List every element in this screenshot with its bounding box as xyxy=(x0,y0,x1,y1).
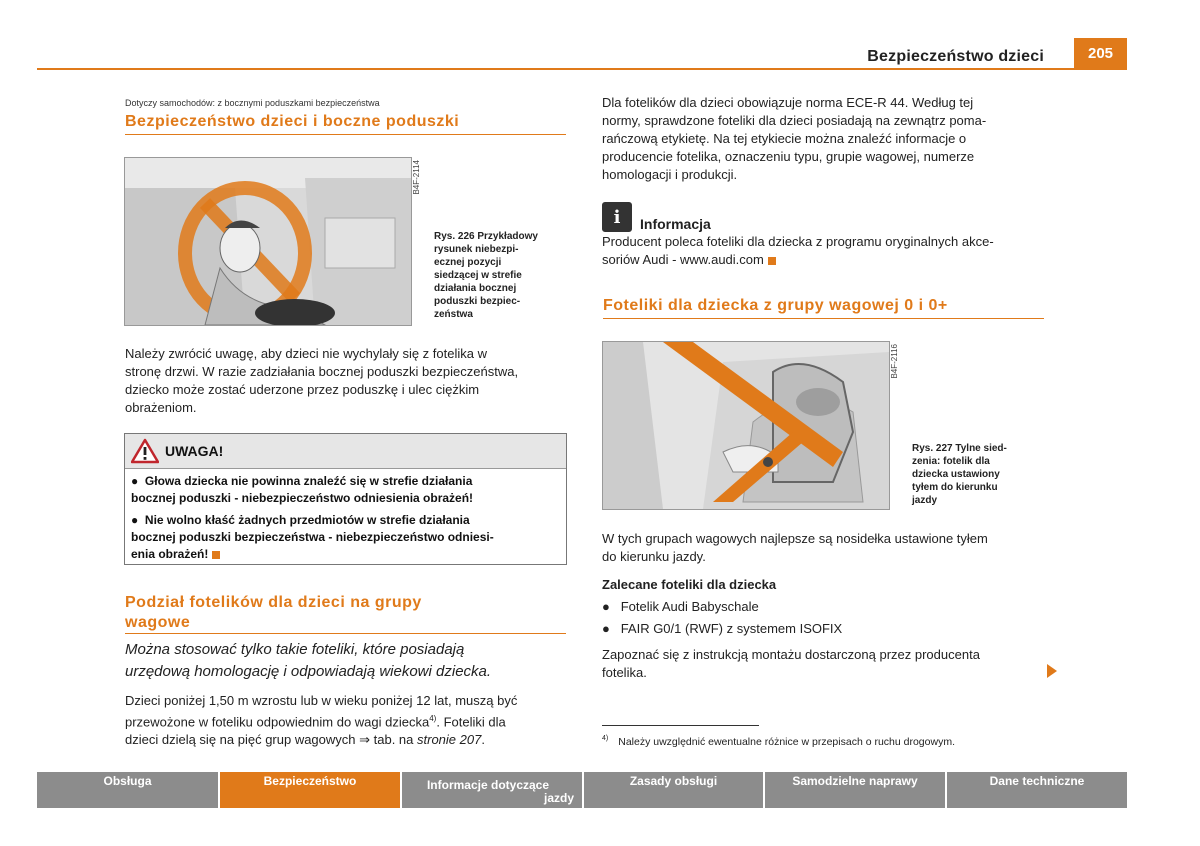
list-item xyxy=(602,596,842,618)
figure-child-near-airbag xyxy=(124,157,412,326)
warning-triangle-icon xyxy=(131,438,159,464)
caption-line: zeństwa xyxy=(434,309,473,320)
section-title-group-0: Foteliki dla dziecka z grupy wagowej 0 i 0+ xyxy=(603,297,948,314)
paragraph-installation xyxy=(602,646,1052,682)
list-item-text: Fotelik Audi Babyschale xyxy=(620,599,759,614)
text-line: fotelika. xyxy=(602,665,647,680)
caption-line: działania bocznej xyxy=(434,283,517,294)
caption-line: ecznej pozycji xyxy=(434,257,502,268)
section-title-weight-groups xyxy=(125,593,422,633)
caption-line: poduszki bezpiec- xyxy=(434,296,521,307)
text-line: Producent poleca foteliki dla dziecka z programu oryginalnych akce- xyxy=(602,234,994,249)
recommended-title: Zalecane foteliki dla dziecka xyxy=(602,577,777,592)
info-icon: i xyxy=(602,202,632,232)
figure-caption xyxy=(434,230,538,321)
figure-code: B4F-2116 xyxy=(890,344,899,379)
section-title-side-airbags: Bezpieczeństwo dzieci i boczne poduszki xyxy=(125,113,460,130)
warning-text: bocznej poduszki bezpieczeństwa - niebezpieczeństwo odniesi- xyxy=(131,530,494,544)
nav-tab-bezpieczenstwo[interactable]: Bezpieczeństwo xyxy=(220,772,400,808)
info-header xyxy=(602,202,711,232)
figure-caption xyxy=(912,442,1007,507)
lead-line: Można stosować tylko takie foteliki, które posiadają xyxy=(125,641,465,658)
text-line: dziecko może zostać uderzone przez poduszkę i ulec ciężkim xyxy=(125,382,480,397)
caption-line: siedzącej w strefie xyxy=(434,270,522,281)
footnote-text: Należy uwzględnić ewentualne różnice w przepisach o ruchu drogowym. xyxy=(618,735,955,748)
applies-note: Dotyczy samochodów: z bocznymi poduszkami bezpieczeństwa xyxy=(125,98,380,108)
warning-item xyxy=(125,512,566,563)
caption-line: rysunek niebezpi- xyxy=(434,244,519,255)
footnote xyxy=(602,735,955,748)
continue-arrow-icon[interactable] xyxy=(1047,664,1057,678)
warning-text: bocznej poduszki - niebezpieczeństwo odniesienia obrażeń! xyxy=(131,491,474,505)
text-line: Należy zwrócić uwagę, aby dzieci nie wychylały się z fotelika w xyxy=(125,346,487,361)
bullet-icon: ● xyxy=(131,474,145,488)
text-line: homologacji i produkcji. xyxy=(602,167,738,182)
paragraph-lean-warning xyxy=(125,345,570,417)
recommended-list xyxy=(602,596,842,640)
figure-illustration xyxy=(125,158,411,325)
text-line: Dzieci poniżej 1,50 m wzrostu lub w wieku poniżej 12 lat, muszą być xyxy=(125,693,518,708)
warning-text: Głowa dziecka nie powinna znaleźć się w strefie działania xyxy=(144,474,473,488)
text-line: producencie fotelika, oznaczeniu typu, grupie wagowej, numerze xyxy=(602,149,975,164)
warning-title: UWAGA! xyxy=(165,443,224,459)
section-rule xyxy=(125,134,566,135)
caption-line: Rys. 227 Tylne sied- xyxy=(912,443,1007,454)
nav-tab-naprawy[interactable]: Samodzielne naprawy xyxy=(765,772,945,808)
title-line: Podział fotelików dla dzieci na grupy xyxy=(125,594,422,611)
caption-line: dziecka ustawiony xyxy=(912,469,1000,480)
bullet-icon: ● xyxy=(602,599,621,614)
text-line: W tych grupach wagowych najlepsze są nosidełka ustawione tyłem xyxy=(602,531,988,546)
figure-illustration xyxy=(603,342,889,509)
bullet-icon: ● xyxy=(131,513,145,527)
figure-code: B4F-2114 xyxy=(412,160,421,195)
lead-text xyxy=(125,639,491,683)
paragraph-ece-norm xyxy=(602,94,1052,184)
nav-tab-label: Informacje dotyczące xyxy=(426,777,550,792)
caption-line: jazdy xyxy=(912,495,938,506)
page-reference-link[interactable]: stronie 207 xyxy=(417,732,482,748)
title-line: wagowe xyxy=(125,614,191,631)
paragraph-rear-facing xyxy=(602,530,1052,566)
lead-line: urzędową homologację i odpowiadają wiekowi dziecka. xyxy=(125,663,492,680)
footnote-mark: 4) xyxy=(602,735,609,742)
paragraph-weight-groups xyxy=(125,692,575,749)
end-marker-icon xyxy=(768,257,776,265)
warning-text: Nie wolno kłaść żadnych przedmiotów w strefie działania xyxy=(144,513,470,527)
info-text xyxy=(602,233,1052,269)
end-marker-icon xyxy=(212,551,220,559)
figure-rear-facing-seat xyxy=(602,341,890,510)
text-line: normy, sprawdzone foteliki dla dzieci posiadają na zewnątrz poma- xyxy=(602,113,987,128)
text-line: soriów Audi - www.audi.com xyxy=(602,252,764,267)
text-line: . Foteliki dla xyxy=(436,714,506,730)
caption-line: zenia: fotelik dla xyxy=(912,456,990,467)
warning-header xyxy=(125,434,566,469)
section-rule xyxy=(125,633,566,634)
section-rule xyxy=(603,318,1044,319)
footnote-rule xyxy=(602,725,759,726)
caption-line: Rys. 226 Przykładowy xyxy=(434,231,538,242)
page-number: 205 xyxy=(1074,38,1127,69)
text-line: dzieci dzielą się na pięć grup wagowych ⇒ tab. na xyxy=(125,732,417,748)
text-line: . xyxy=(481,732,485,748)
list-item xyxy=(602,618,842,640)
text-line: stronę drzwi. W razie zadziałania bocznej poduszki bezpieczeństwa, xyxy=(125,364,519,379)
warning-text: enia obrażeń! xyxy=(131,547,209,561)
warning-item xyxy=(125,473,566,507)
text-line: do kierunku jazdy. xyxy=(602,549,706,564)
text-line: przewożone w foteliku odpowiednim do wagi dziecka xyxy=(125,714,430,730)
text-line: Dla fotelików dla dzieci obowiązuje norma ECE-R 44. Według tej xyxy=(602,95,974,110)
bullet-icon: ● xyxy=(602,621,621,636)
list-item-text: FAIR G0/1 (RWF) z systemem ISOFIX xyxy=(620,621,843,636)
text-line: obrażeniom. xyxy=(125,400,197,415)
text-line: Zapoznać się z instrukcją montażu dostarczoną przez producenta xyxy=(602,647,980,662)
info-title: Informacja xyxy=(640,216,711,232)
nav-tab-dane[interactable]: Dane techniczne xyxy=(947,772,1127,808)
warning-box xyxy=(124,433,567,565)
caption-line: tyłem do kierunku xyxy=(912,482,998,493)
nav-tab-obsluga[interactable]: Obsługa xyxy=(37,772,218,808)
nav-tab-informacje[interactable] xyxy=(402,772,582,808)
nav-tab-label: jazdy xyxy=(543,790,574,805)
nav-tab-zasady[interactable]: Zasady obsługi xyxy=(584,772,763,808)
footnote-ref[interactable]: 4) xyxy=(429,714,437,723)
text-line: rańczową etykietę. Na tej etykiecie można znaleźć informacje o xyxy=(602,131,967,146)
header-rule xyxy=(37,68,1127,70)
running-header-title: Bezpieczeństwo dzieci xyxy=(867,48,1044,65)
